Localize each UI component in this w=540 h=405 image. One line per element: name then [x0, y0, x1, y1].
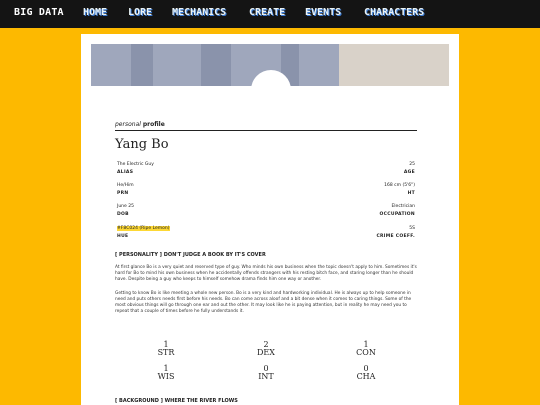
heading-prefix: personal — [115, 121, 141, 128]
dob-value: June 25 — [117, 204, 134, 209]
section-heading — [115, 121, 165, 128]
occupation-value: Electrician — [391, 204, 415, 209]
crime-coeff-label: CRIME COEFF. — [376, 234, 415, 239]
height-value: 168 cm (5'6") — [384, 183, 415, 188]
attr-con-label: CON — [356, 348, 376, 357]
character-name: Yang Bo — [115, 137, 169, 152]
height-label: HT — [407, 191, 415, 196]
pronouns-value: He/Him — [117, 183, 134, 188]
site-brand[interactable]: BIG DATA — [14, 7, 64, 18]
avatar — [251, 70, 291, 110]
nav-characters[interactable]: CHARACTERS — [364, 7, 425, 18]
age-value: 25 — [409, 162, 415, 167]
age-label: AGE — [403, 170, 415, 175]
alias-label: ALIAS — [117, 170, 134, 175]
background-heading: [ BACKGROUND ] WHERE THE RIVER FLOWS — [115, 398, 238, 404]
nav-mechanics[interactable]: MECHANICS — [172, 7, 227, 18]
attr-dex-value: 2 — [263, 340, 269, 349]
attr-str-value: 1 — [163, 340, 169, 349]
crime-coeff-value: 5S — [409, 226, 415, 231]
attr-str-label: STR — [157, 348, 175, 357]
hue-value: #F8C024 (Ripe Lemon) — [117, 226, 170, 231]
heading-word: profile — [142, 121, 165, 128]
nav-lore[interactable]: LORE — [128, 7, 153, 18]
attr-int-label: INT — [258, 372, 274, 381]
attr-cha-label: CHA — [356, 372, 376, 381]
occupation-label: OCCUPATION — [379, 212, 415, 217]
personality-paragraph-1: At first glance Bo is a very quiet and reserved type of guy. Who minds his own business when the topic doesn't apply to him. Sometimes it's hard for Bo to mind his own business when he accidentally offends strangers with his resting bitch face, and staring longer than he should have. Despite being a guy who keeps to himself somehow drama finds him one way or another. — [115, 265, 417, 282]
alias-value: The Electric Guy — [117, 162, 154, 167]
nav-create[interactable]: CREATE — [249, 7, 286, 18]
personality-paragraph-2: Getting to know Bo is like meeting a whole new person. Bo is a very kind and hardworking individual. He is always up to help someone in need and puts others needs first before his needs. Bo can come across aloof and a bit dense when it comes to caring things. Some of the most obvious things will go through one ear and out the other. It may look like he is paying attention, but in reality he may need you to repeat that a couple of times before he fully understands it. — [115, 291, 412, 314]
main-nav — [0, 7, 540, 23]
attr-con-value: 1 — [363, 340, 369, 349]
nav-events[interactable]: EVENTS — [305, 7, 342, 18]
profile-card — [81, 34, 459, 405]
attr-int-value: 0 — [263, 364, 269, 373]
banner-figure — [339, 44, 449, 86]
attr-cha-value: 0 — [363, 364, 369, 373]
attr-wis-value: 1 — [163, 364, 169, 373]
attr-dex-label: DEX — [257, 348, 275, 357]
pronouns-label: PRN — [117, 191, 129, 196]
personality-heading: [ PERSONALITY ] DON'T JUDGE A BOOK BY IT'S COVER — [115, 252, 266, 258]
attr-wis-label: WIS — [157, 372, 175, 381]
divider — [115, 130, 417, 131]
nav-home[interactable]: HOME — [83, 7, 108, 18]
top-nav-bar — [0, 0, 540, 28]
dob-label: DOB — [117, 212, 129, 217]
hue-label: HUE — [117, 234, 129, 239]
